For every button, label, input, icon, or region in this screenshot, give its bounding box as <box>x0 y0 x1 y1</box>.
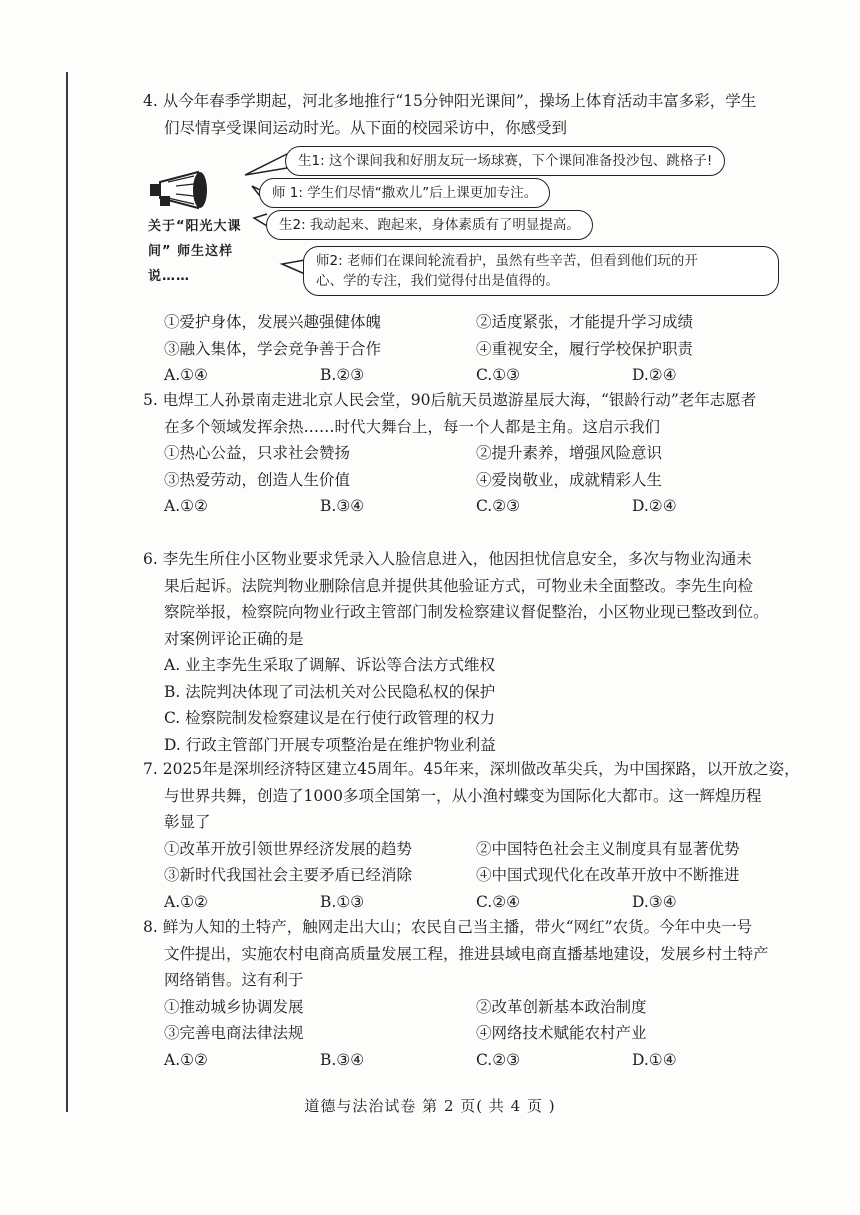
choice-a: A. 业主李先生采取了调解、诉讼等合法方式维权 <box>164 656 496 674</box>
bubble-text: 生1: 这个课间我和好朋友玩一场球赛，下个课间准备投沙包、跳格子! <box>298 153 713 169</box>
q6-stem-line: 果后起诉。法院判物业删除信息并提供其他验证方式，可物业未全面整改。李先生向检 <box>164 576 754 595</box>
q7-stem-line: 7. 2025年是深圳经济特区建立45周年。45年来，深圳做改革尖兵，为中国探路，以开放之姿， <box>143 760 800 778</box>
bubble-text: 心、学的专注，我们觉得付出是值得的。 <box>316 273 559 289</box>
question-8 <box>143 914 803 1073</box>
q6-stem-line: 察院举报，检察院向物业行政主管部门制发检察建议督促整治，小区物业现已整改到位。 <box>164 603 769 621</box>
question-5 <box>143 387 803 520</box>
choice-b: B.②③ <box>320 366 365 384</box>
choice-c: C.②③ <box>476 497 521 515</box>
statement: ①推动城乡协调发展 <box>164 997 304 1016</box>
q7-stem-line: 与世界共舞，创造了1000多项全国第一，从小渔村蝶变为国际化大都市。这一辉煌历程 <box>164 786 762 805</box>
choice-c: C.②③ <box>476 1050 521 1069</box>
choice-d: D. 行政主管部门开展专项整治是在维护物业利益 <box>164 735 496 754</box>
q4-options <box>143 309 803 389</box>
statement: ①热心公益，只求社会赞扬 <box>164 444 351 462</box>
choice-a: A.①② <box>164 497 208 515</box>
statement: ③完善电商法律法规 <box>164 1024 304 1042</box>
choice-d: D.②④ <box>632 366 677 384</box>
question-7 <box>143 756 803 915</box>
bubble-text: 师2: 老师们在课间轮流看护，虽然有些辛苦，但看到他们玩的开 <box>316 253 698 269</box>
choice-a: A.①② <box>164 892 208 911</box>
q8-stem-line: 8. 鲜为人知的土特产，触网走出大山；农民自己当主播，带火“网红”农货。今年中央一号 <box>143 918 753 936</box>
q4-stem-line: 4. 从今年春季学期起，河北多地推行“15分钟阳光课间”，操场上体育活动丰富多彩，学生 <box>143 92 757 110</box>
statement: ④网络技术赋能农村产业 <box>476 1024 647 1042</box>
statement: ③热爱劳动，创造人生价值 <box>164 470 351 489</box>
choice-b: B.③④ <box>320 1050 365 1069</box>
statement: ③融入集体，学会竞争善于合作 <box>164 339 382 358</box>
speech-bubble-student-1 <box>285 146 725 176</box>
statement: ②提升素养，增强风险意识 <box>476 444 663 462</box>
choice-a: A.①④ <box>164 366 208 384</box>
margin-rule <box>66 72 68 1112</box>
caption-line: 关于“阳光大课 <box>148 219 242 234</box>
q6-stem-line: 6. 李先生所住小区物业要求凭录入人脸信息进入，他因担忧信息安全，多次与物业沟通未 <box>143 550 752 568</box>
statement: ④重视安全，履行学校保护职责 <box>476 339 694 358</box>
q6-stem-line: 对案例评论正确的是 <box>164 629 304 648</box>
q5-stem-line: 在多个领域发挥余热……时代大舞台上，每一个人都是主角。这启示我们 <box>164 417 661 436</box>
question-4 <box>143 88 803 141</box>
caption-line: 说…… <box>148 269 191 284</box>
choice-b: B.③④ <box>320 497 365 515</box>
bubble-text: 师 1: 学生们尽情“撒欢儿”后上课更加专注。 <box>272 185 538 201</box>
speech-bubble-teacher-2 <box>303 246 779 296</box>
q5-stem-line: 5. 电焊工人孙景南走进北京人民会堂，90后航天员遨游星辰大海，“银龄行动”老年志愿者 <box>143 391 757 409</box>
statement: ②适度紧张，才能提升学习成绩 <box>476 313 694 331</box>
megaphone-icon <box>146 170 224 210</box>
statement: ③新时代我国社会主要矛盾已经消除 <box>164 866 413 884</box>
choice-d: D.③④ <box>632 892 677 911</box>
statement: ①改革开放引领世界经济发展的趋势 <box>164 839 413 858</box>
q8-stem-line: 文件提出，实施农村电商高质量发展工程，推进县域电商直播基地建设，发展乡村土特产 <box>164 944 769 963</box>
caption-line: 间” 师生这样 <box>148 244 234 259</box>
q7-stem-line: 彰显了 <box>164 813 211 831</box>
page-footer: 道德与法治试卷 第 2 页( 共 4 页 ) <box>304 1097 556 1115</box>
statement: ④中国式现代化在改革开放中不断推进 <box>476 866 740 884</box>
choice-b: B.①③ <box>320 892 365 911</box>
choice-a: A.①② <box>164 1050 208 1069</box>
statement: ①爱护身体，发展兴趣强健体魄 <box>164 313 382 331</box>
q8-stem-line: 网络销售。这有利于 <box>164 971 304 989</box>
speech-bubble-student-2 <box>266 210 593 240</box>
choice-d: D.①④ <box>632 1050 677 1069</box>
bubble-text: 生2: 我动起来、跑起来，身体素质有了明显提高。 <box>279 217 580 233</box>
choice-d: D.②④ <box>632 497 677 515</box>
statement: ②改革创新基本政治制度 <box>476 997 647 1016</box>
q4-stem-line: 们尽情享受课间运动时光。从下面的校园采访中，你感受到 <box>164 118 568 137</box>
speech-bubble-teacher-1 <box>259 178 550 208</box>
question-6 <box>143 546 803 758</box>
choice-b: B. 法院判决体现了司法机关对公民隐私权的保护 <box>164 682 496 701</box>
statement: ②中国特色社会主义制度具有显著优势 <box>476 839 740 858</box>
choice-c: C.①③ <box>476 366 521 384</box>
statement: ④爱岗敬业，成就精彩人生 <box>476 470 663 489</box>
choice-c: C. 检察院制发检察建议是在行使行政管理的权力 <box>164 709 496 727</box>
choice-c: C.②④ <box>476 892 521 911</box>
